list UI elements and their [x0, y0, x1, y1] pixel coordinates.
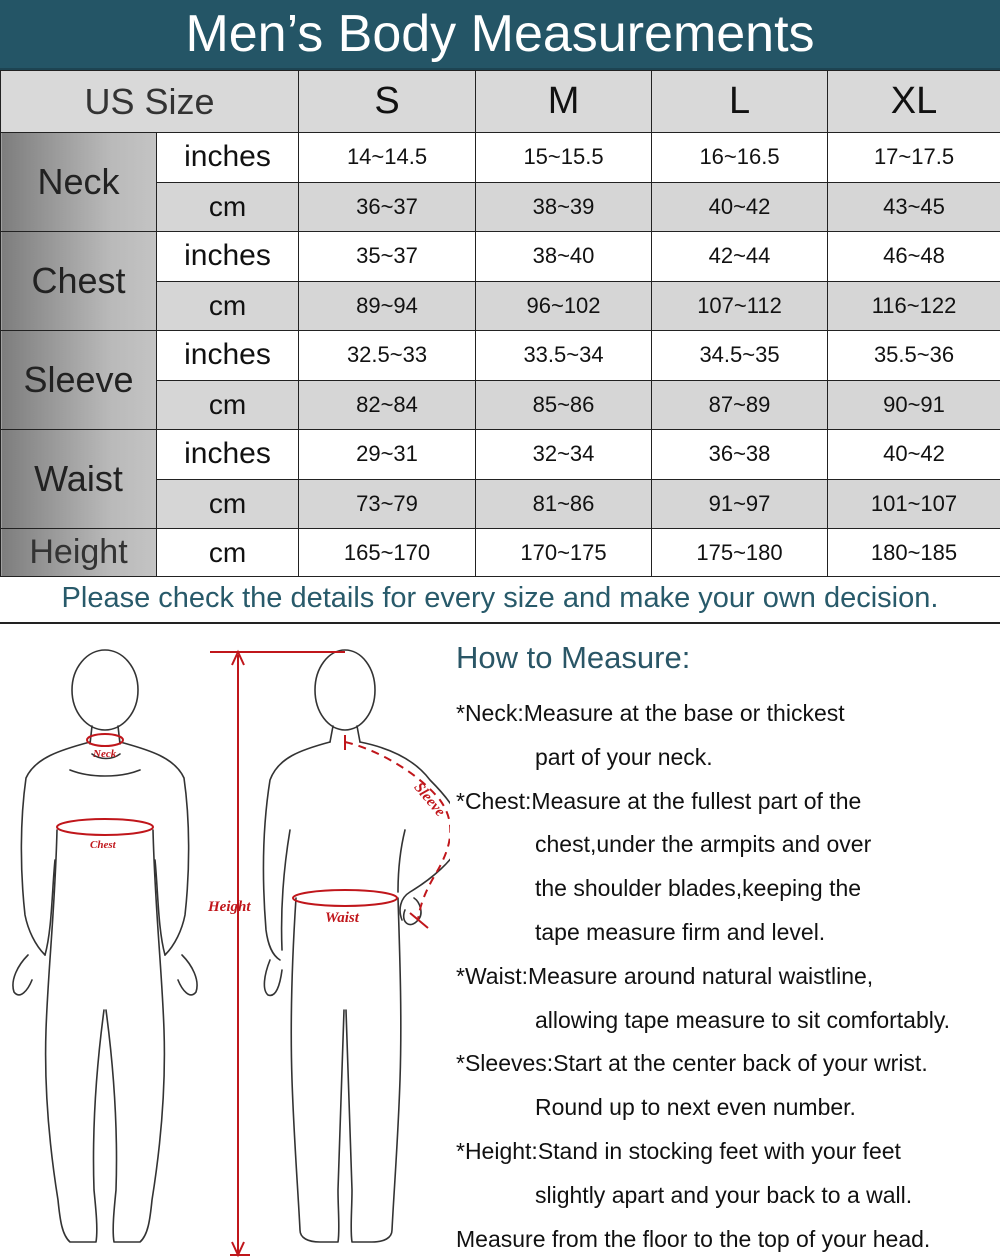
page-title: Men’s Body Measurements: [0, 0, 1000, 70]
how-to-measure-heading: How to Measure:: [456, 640, 691, 675]
size-header-s: S: [299, 71, 476, 133]
instruction-line: Round up to next even number.: [535, 1094, 856, 1121]
measure-label-sleeve: Sleeve: [1, 331, 157, 430]
table-cell: 46~48: [828, 232, 1000, 282]
unit-inches: inches: [157, 331, 299, 381]
instruction-line: Measure from the floor to the top of your head.: [456, 1225, 931, 1252]
unit-cm: cm: [157, 380, 299, 430]
table-cell: 116~122: [828, 281, 1000, 331]
instruction-line: *Chest:Measure at the fullest part of the: [456, 787, 862, 814]
size-note: Please check the details for every size and make your own decision.: [0, 576, 1000, 624]
sleeve-tape: [345, 742, 450, 920]
unit-cm: cm: [157, 529, 299, 577]
table-cell: 16~16.5: [652, 133, 828, 183]
measure-label-height: Height: [1, 529, 157, 577]
neck-label: Neck: [93, 748, 117, 760]
unit-cm: cm: [157, 182, 299, 232]
table-cell: 43~45: [828, 182, 1000, 232]
table-cell: 85~86: [476, 380, 652, 430]
table-cell: 32~34: [476, 430, 652, 480]
front-figure: [13, 650, 197, 1242]
table-cell: 82~84: [299, 380, 476, 430]
chest-tape: [57, 819, 153, 835]
sleeve-label: Sleeve: [410, 779, 448, 820]
table-row: [1, 133, 1000, 183]
table-cell: 180~185: [828, 529, 1000, 577]
size-header-l: L: [652, 71, 828, 133]
table-cell: 34.5~35: [652, 331, 828, 381]
table-row: [1, 430, 1000, 480]
instruction-line: *Neck:Measure at the base or thickest: [456, 700, 845, 726]
unit-cm: cm: [157, 479, 299, 529]
table-cell: 35~37: [299, 232, 476, 282]
height-label: Height: [208, 899, 251, 915]
instruction-line: the shoulder blades,keeping the: [535, 875, 862, 902]
table-cell: 40~42: [828, 430, 1000, 480]
table-cell: 29~31: [299, 430, 476, 480]
table-cell: 15~15.5: [476, 133, 652, 183]
table-cell: 42~44: [652, 232, 828, 282]
table-row: [1, 232, 1000, 282]
unit-cm: cm: [157, 281, 299, 331]
size-header-xl: XL: [828, 71, 1000, 133]
table-cell: 165~170: [299, 529, 476, 577]
measure-label-neck: Neck: [1, 133, 157, 232]
instruction-line: *Height:Stand in stocking feet with your feet: [456, 1137, 901, 1164]
table-cell: 14~14.5: [299, 133, 476, 183]
instruction-line: chest,under the armpits and over: [535, 831, 872, 858]
waist-tape: [293, 890, 397, 906]
instruction-line: tape measure firm and level.: [535, 918, 826, 945]
measure-label-waist: Waist: [1, 430, 157, 529]
chest-label: Chest: [90, 839, 116, 851]
instruction-line: part of your neck.: [535, 743, 713, 770]
table-cell: 90~91: [828, 380, 1000, 430]
table-cell: 32.5~33: [299, 331, 476, 381]
table-cell: 73~79: [299, 479, 476, 529]
instruction-line: *Waist:Measure around natural waistline,: [456, 962, 874, 989]
measure-label-chest: Chest: [1, 232, 157, 331]
table-cell: 38~40: [476, 232, 652, 282]
table-row: [1, 331, 1000, 381]
table-cell: 87~89: [652, 380, 828, 430]
waist-label: Waist: [325, 910, 359, 926]
how-to-measure-instructions: [456, 692, 1000, 1260]
body-diagram: [0, 630, 450, 1260]
table-cell: 91~97: [652, 479, 828, 529]
table-cell: 96~102: [476, 281, 652, 331]
neck-tape: [87, 734, 123, 746]
table-cell: 175~180: [652, 529, 828, 577]
table-cell: 35.5~36: [828, 331, 1000, 381]
unit-inches: inches: [157, 430, 299, 480]
table-cell: 101~107: [828, 479, 1000, 529]
size-chart-table: [0, 70, 1000, 577]
unit-inches: inches: [157, 133, 299, 183]
table-cell: 40~42: [652, 182, 828, 232]
instruction-line: slightly apart and your back to a wall.: [535, 1181, 913, 1208]
measurement-figure: [0, 630, 450, 1260]
size-header-m: M: [476, 71, 652, 133]
back-figure: [263, 650, 450, 1242]
instruction-line: *Sleeves:Start at the center back of your wrist.: [456, 1050, 928, 1077]
instruction-line: allowing tape measure to sit comfortably.: [535, 1006, 951, 1033]
table-cell: 36~37: [299, 182, 476, 232]
table-cell: 170~175: [476, 529, 652, 577]
table-cell: 107~112: [652, 281, 828, 331]
table-row: [1, 529, 1000, 577]
table-cell: 89~94: [299, 281, 476, 331]
unit-inches: inches: [157, 232, 299, 282]
table-cell: 17~17.5: [828, 133, 1000, 183]
table-cell: 33.5~34: [476, 331, 652, 381]
table-cell: 38~39: [476, 182, 652, 232]
table-cell: 81~86: [476, 479, 652, 529]
table-cell: 36~38: [652, 430, 828, 480]
size-header-label: US Size: [1, 71, 299, 133]
